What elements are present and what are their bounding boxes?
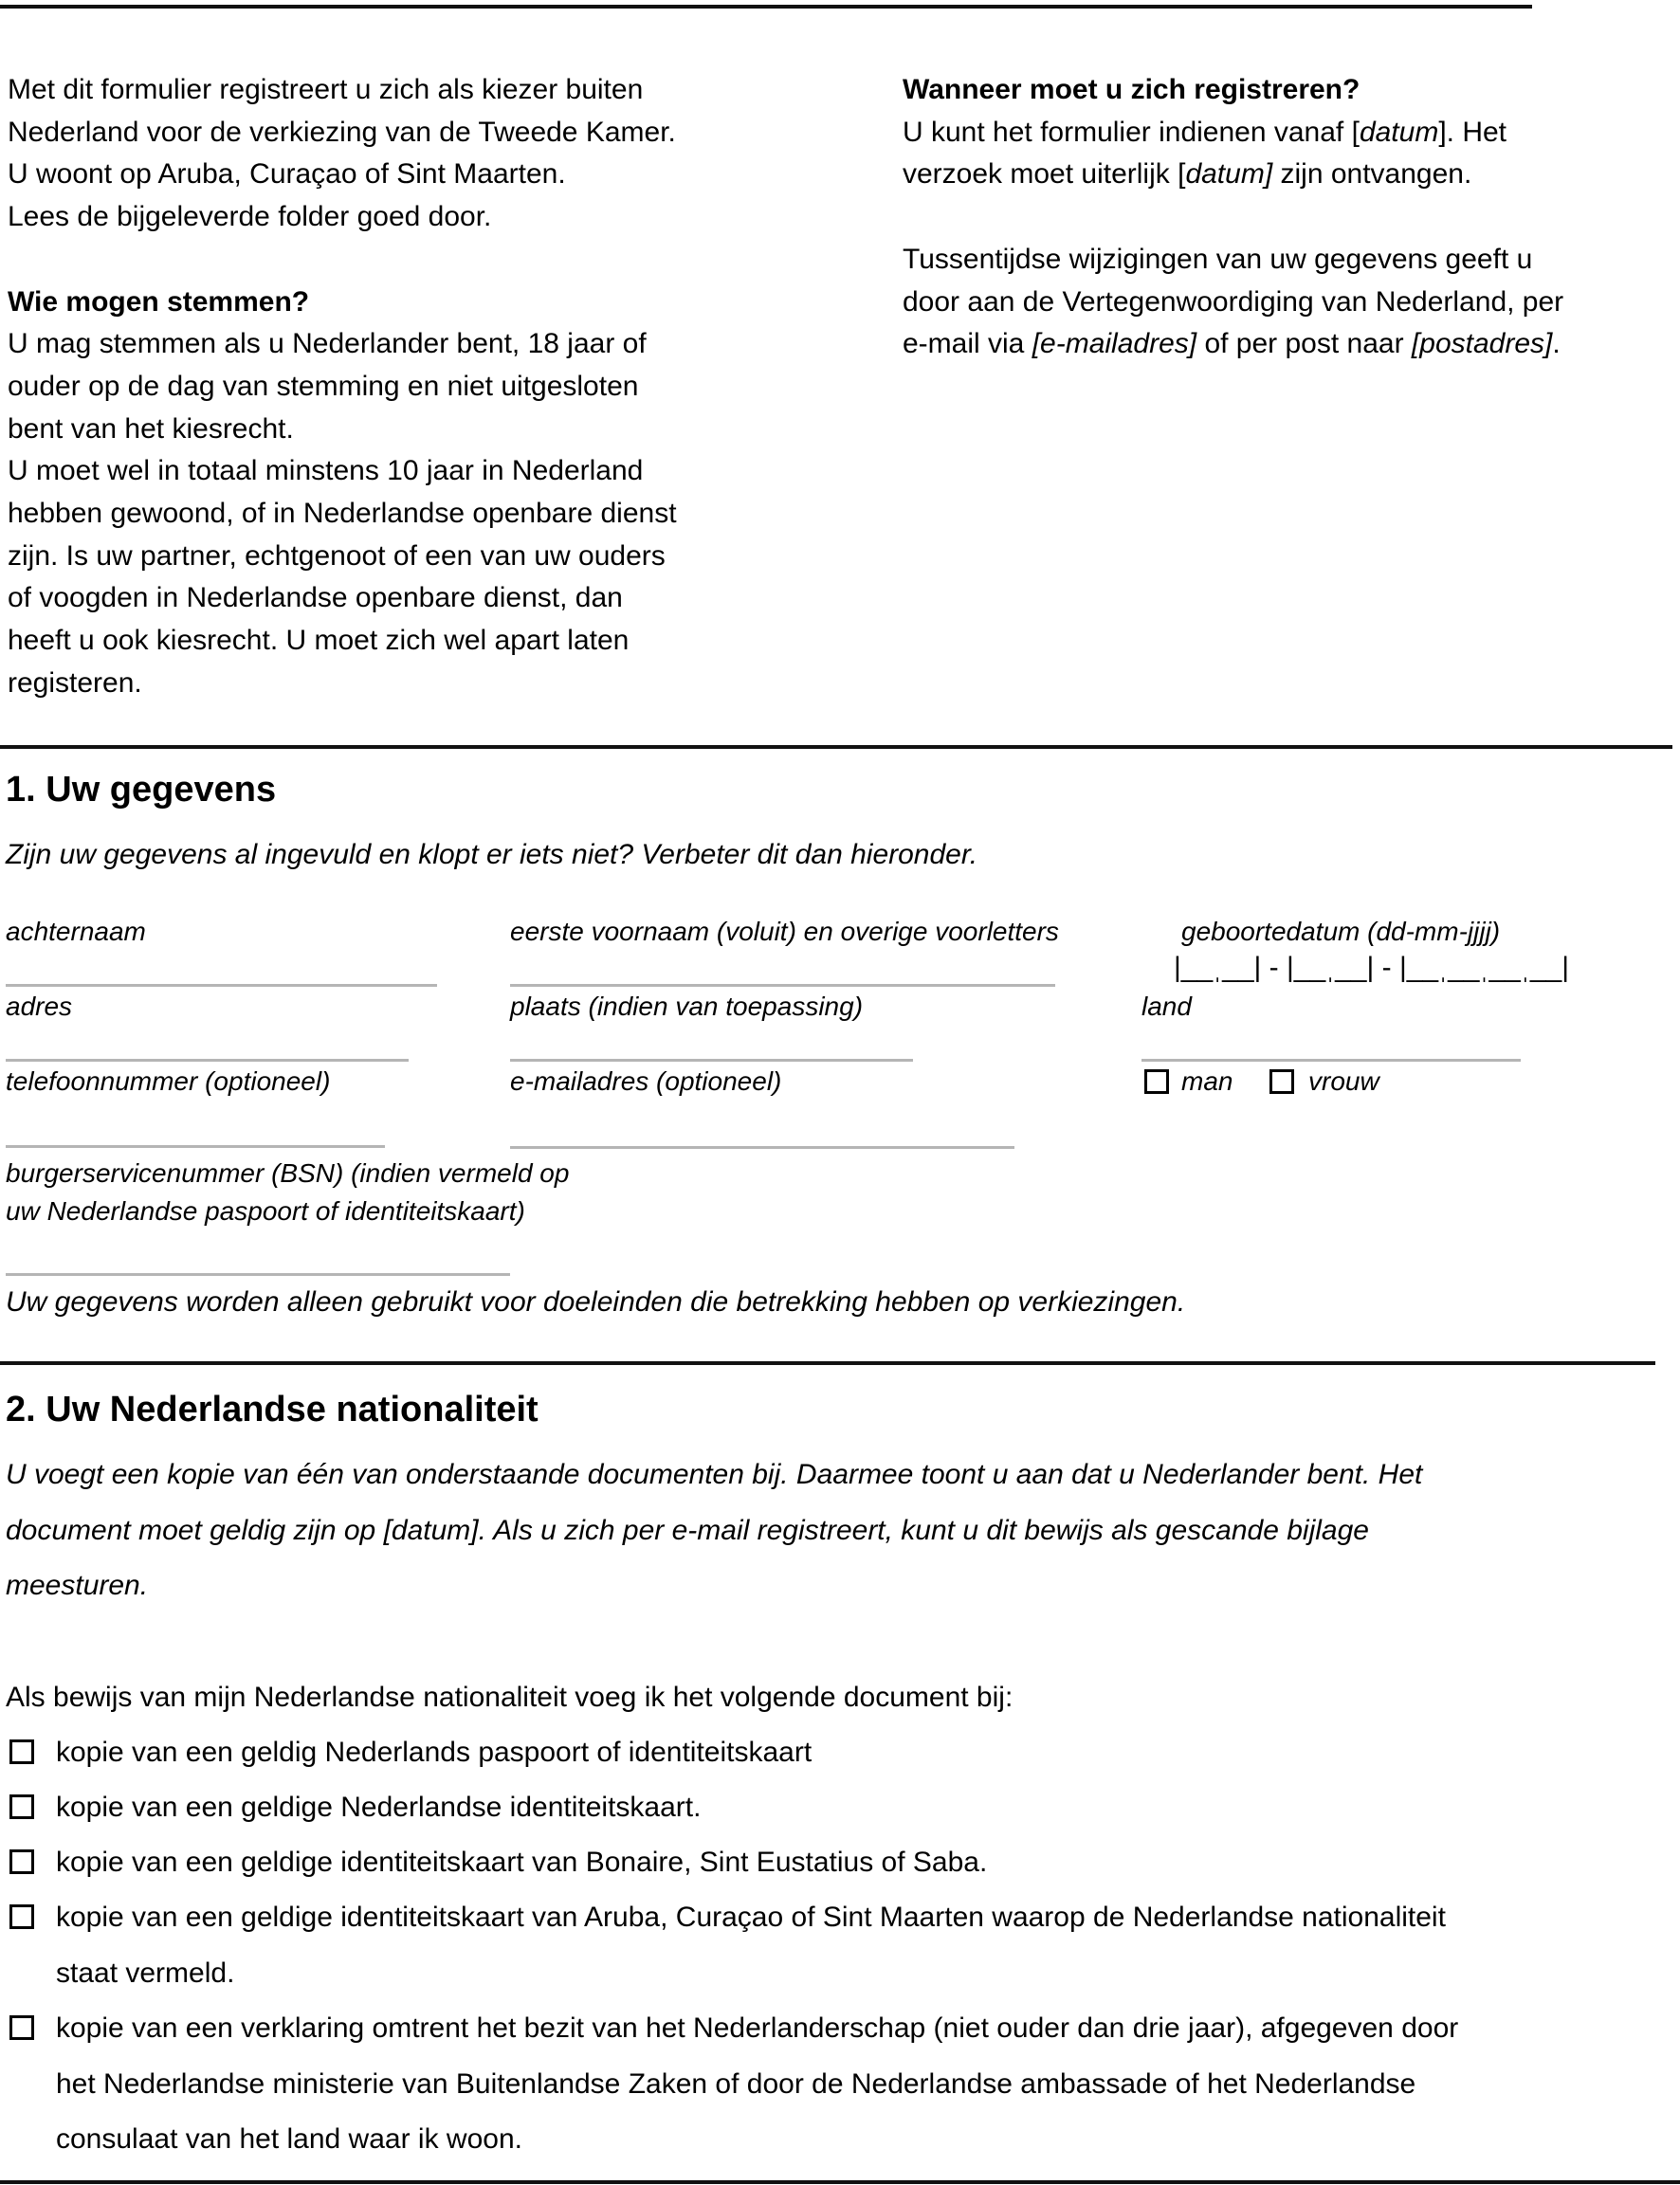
option-declaration-checkbox[interactable]: [9, 2015, 34, 2040]
intro-line: U woont op Aruba, Curaçao of Sint Maarten.: [8, 158, 566, 191]
intro-left: [8, 69, 677, 705]
label-vrouw: vrouw: [1308, 1066, 1379, 1096]
bottom-rule: [0, 2180, 1680, 2184]
privacy-note: Uw gegevens worden alleen gebruikt voor doeleinden die betrekking hebben op verkiezingen.: [6, 1286, 1186, 1318]
when-heading: Wanneer moet u zich registreren?: [903, 74, 1360, 105]
intro-line: Met dit formulier registreert u zich als kiezer buiten: [8, 74, 644, 105]
section1-title: 1. Uw gegevens: [6, 770, 277, 810]
when-line-1: U kunt het formulier indienen vanaf [datum]. Het: [903, 116, 1507, 148]
option-bes-id-checkbox[interactable]: [9, 1849, 34, 1874]
bsn-input[interactable]: [6, 1273, 510, 1276]
birthdate-input[interactable]: |__ˌ__| - |__ˌ__| - |__ˌ__ˌ__ˌ__|: [1174, 952, 1569, 983]
plaats-input[interactable]: [510, 1059, 913, 1062]
gender-vrouw-checkbox[interactable]: [1269, 1069, 1294, 1094]
who-line: of voogden in Nederlandse openbare dienst, dan: [8, 582, 623, 614]
who-line: hebben gewoond, of in Nederlandse openbare dienst: [8, 498, 677, 530]
who-heading: Wie mogen stemmen?: [8, 285, 310, 318]
section2-intro-line: U voegt een kopie van één van onderstaande documenten bij. Daarmee toont u aan dat u Nederlander bent. Het: [6, 1459, 1423, 1490]
intro-line: Nederland voor de verkiezing van de Tweede Kamer.: [8, 116, 676, 148]
section1-subtitle: Zijn uw gegevens al ingevuld en klopt er iets niet? Verbeter dit dan hieronder.: [6, 839, 978, 870]
option-aruba-id-checkbox[interactable]: [9, 1904, 34, 1929]
option-nl-id-checkbox[interactable]: [9, 1794, 34, 1819]
section2-intro-line: document moet geldig zijn op [datum]. Als u zich per e-mail registreert, kunt u dit bewijs als gescande bijlage: [6, 1514, 1369, 1546]
when-line-2: verzoek moet uiterlijk [datum] zijn ontvangen.: [903, 158, 1472, 191]
label-plaats: plaats (indien van toepassing): [510, 992, 864, 1021]
label-achternaam: achternaam: [6, 917, 146, 946]
telefoon-input[interactable]: [6, 1145, 385, 1148]
who-line: zijn. Is uw partner, echtgenoot of een van uw ouders: [8, 539, 666, 572]
changes-line-3: e-mail via [e-mailadres] of per post naar [postadres].: [903, 328, 1561, 360]
section2-intro-line: meesturen.: [6, 1570, 149, 1601]
option-aruba-id-label: kopie van een geldige identiteitskaart van Aruba, Curaçao of Sint Maarten waarop de Nederlandse nationaliteit staat vermeld.: [56, 1902, 1446, 1989]
who-line: registeren.: [8, 666, 142, 699]
proof-label: Als bewijs van mijn Nederlandse nationaliteit voeg ik het volgende document bij:: [6, 1682, 1013, 1713]
label-bsn-2: uw Nederlandse paspoort of identiteitskaart): [6, 1196, 525, 1226]
changes-line-2: door aan de Vertegenwoordiging van Nederland, per: [903, 285, 1564, 318]
top-rule: [0, 5, 1532, 9]
label-bsn-1: burgerservicenummer (BSN) (indien vermeld op: [6, 1158, 570, 1188]
who-line: ouder op de dag van stemming en niet uitgesloten: [8, 370, 639, 402]
option-declaration-label: kopie van een verklaring omtrent het bezit van het Nederlanderschap (niet ouder dan drie jaar), afgegeven door het Nederlandse ministerie van Buitenlandse Zaken of door de Nederlandse ambassade of het Nederlandse consulaat van het land waar ik woon.: [56, 2012, 1459, 2155]
who-line: U mag stemmen als u Nederlander bent, 18 jaar of: [8, 328, 647, 360]
email-input[interactable]: [510, 1146, 1014, 1149]
who-line: U moet wel in totaal minstens 10 jaar in Nederland: [8, 455, 644, 487]
option-nl-id-label: kopie van een geldige Nederlandse identiteitskaart.: [56, 1792, 702, 1823]
section1-rule: [0, 745, 1672, 749]
label-voornaam: eerste voornaam (voluit) en overige voorletters: [510, 917, 1059, 946]
label-geboortedatum: geboortedatum (dd-mm-jjjj): [1181, 917, 1501, 946]
changes-line-1: Tussentijdse wijzigingen van uw gegevens geeft u: [903, 243, 1533, 275]
adres-input[interactable]: [6, 1059, 409, 1062]
who-line: bent van het kiesrecht.: [8, 412, 294, 445]
section2-title: 2. Uw Nederlandse nationaliteit: [6, 1390, 539, 1429]
achternaam-input[interactable]: [6, 984, 437, 987]
option-bes-id-label: kopie van een geldige identiteitskaart van Bonaire, Sint Eustatius of Saba.: [56, 1847, 988, 1878]
section2-rule: [0, 1361, 1655, 1365]
option-passport-checkbox[interactable]: [9, 1739, 34, 1764]
intro-right: [903, 69, 1563, 366]
label-email: e-mailadres (optioneel): [510, 1066, 782, 1096]
section2-intro: [6, 1448, 1422, 1614]
land-input[interactable]: [1141, 1059, 1521, 1062]
label-land: land: [1141, 992, 1192, 1021]
label-adres: adres: [6, 992, 73, 1021]
label-telefoon: telefoonnummer (optioneel): [6, 1066, 331, 1096]
who-line: heeft u ook kiesrecht. U moet zich wel apart laten: [8, 625, 630, 657]
voornaam-input[interactable]: [510, 984, 1055, 987]
gender-man-checkbox[interactable]: [1144, 1069, 1169, 1094]
label-man: man: [1181, 1066, 1233, 1096]
intro-line: Lees de bijgeleverde folder goed door.: [8, 201, 492, 233]
option-passport-label: kopie van een geldig Nederlands paspoort of identiteitskaart: [56, 1737, 813, 1768]
